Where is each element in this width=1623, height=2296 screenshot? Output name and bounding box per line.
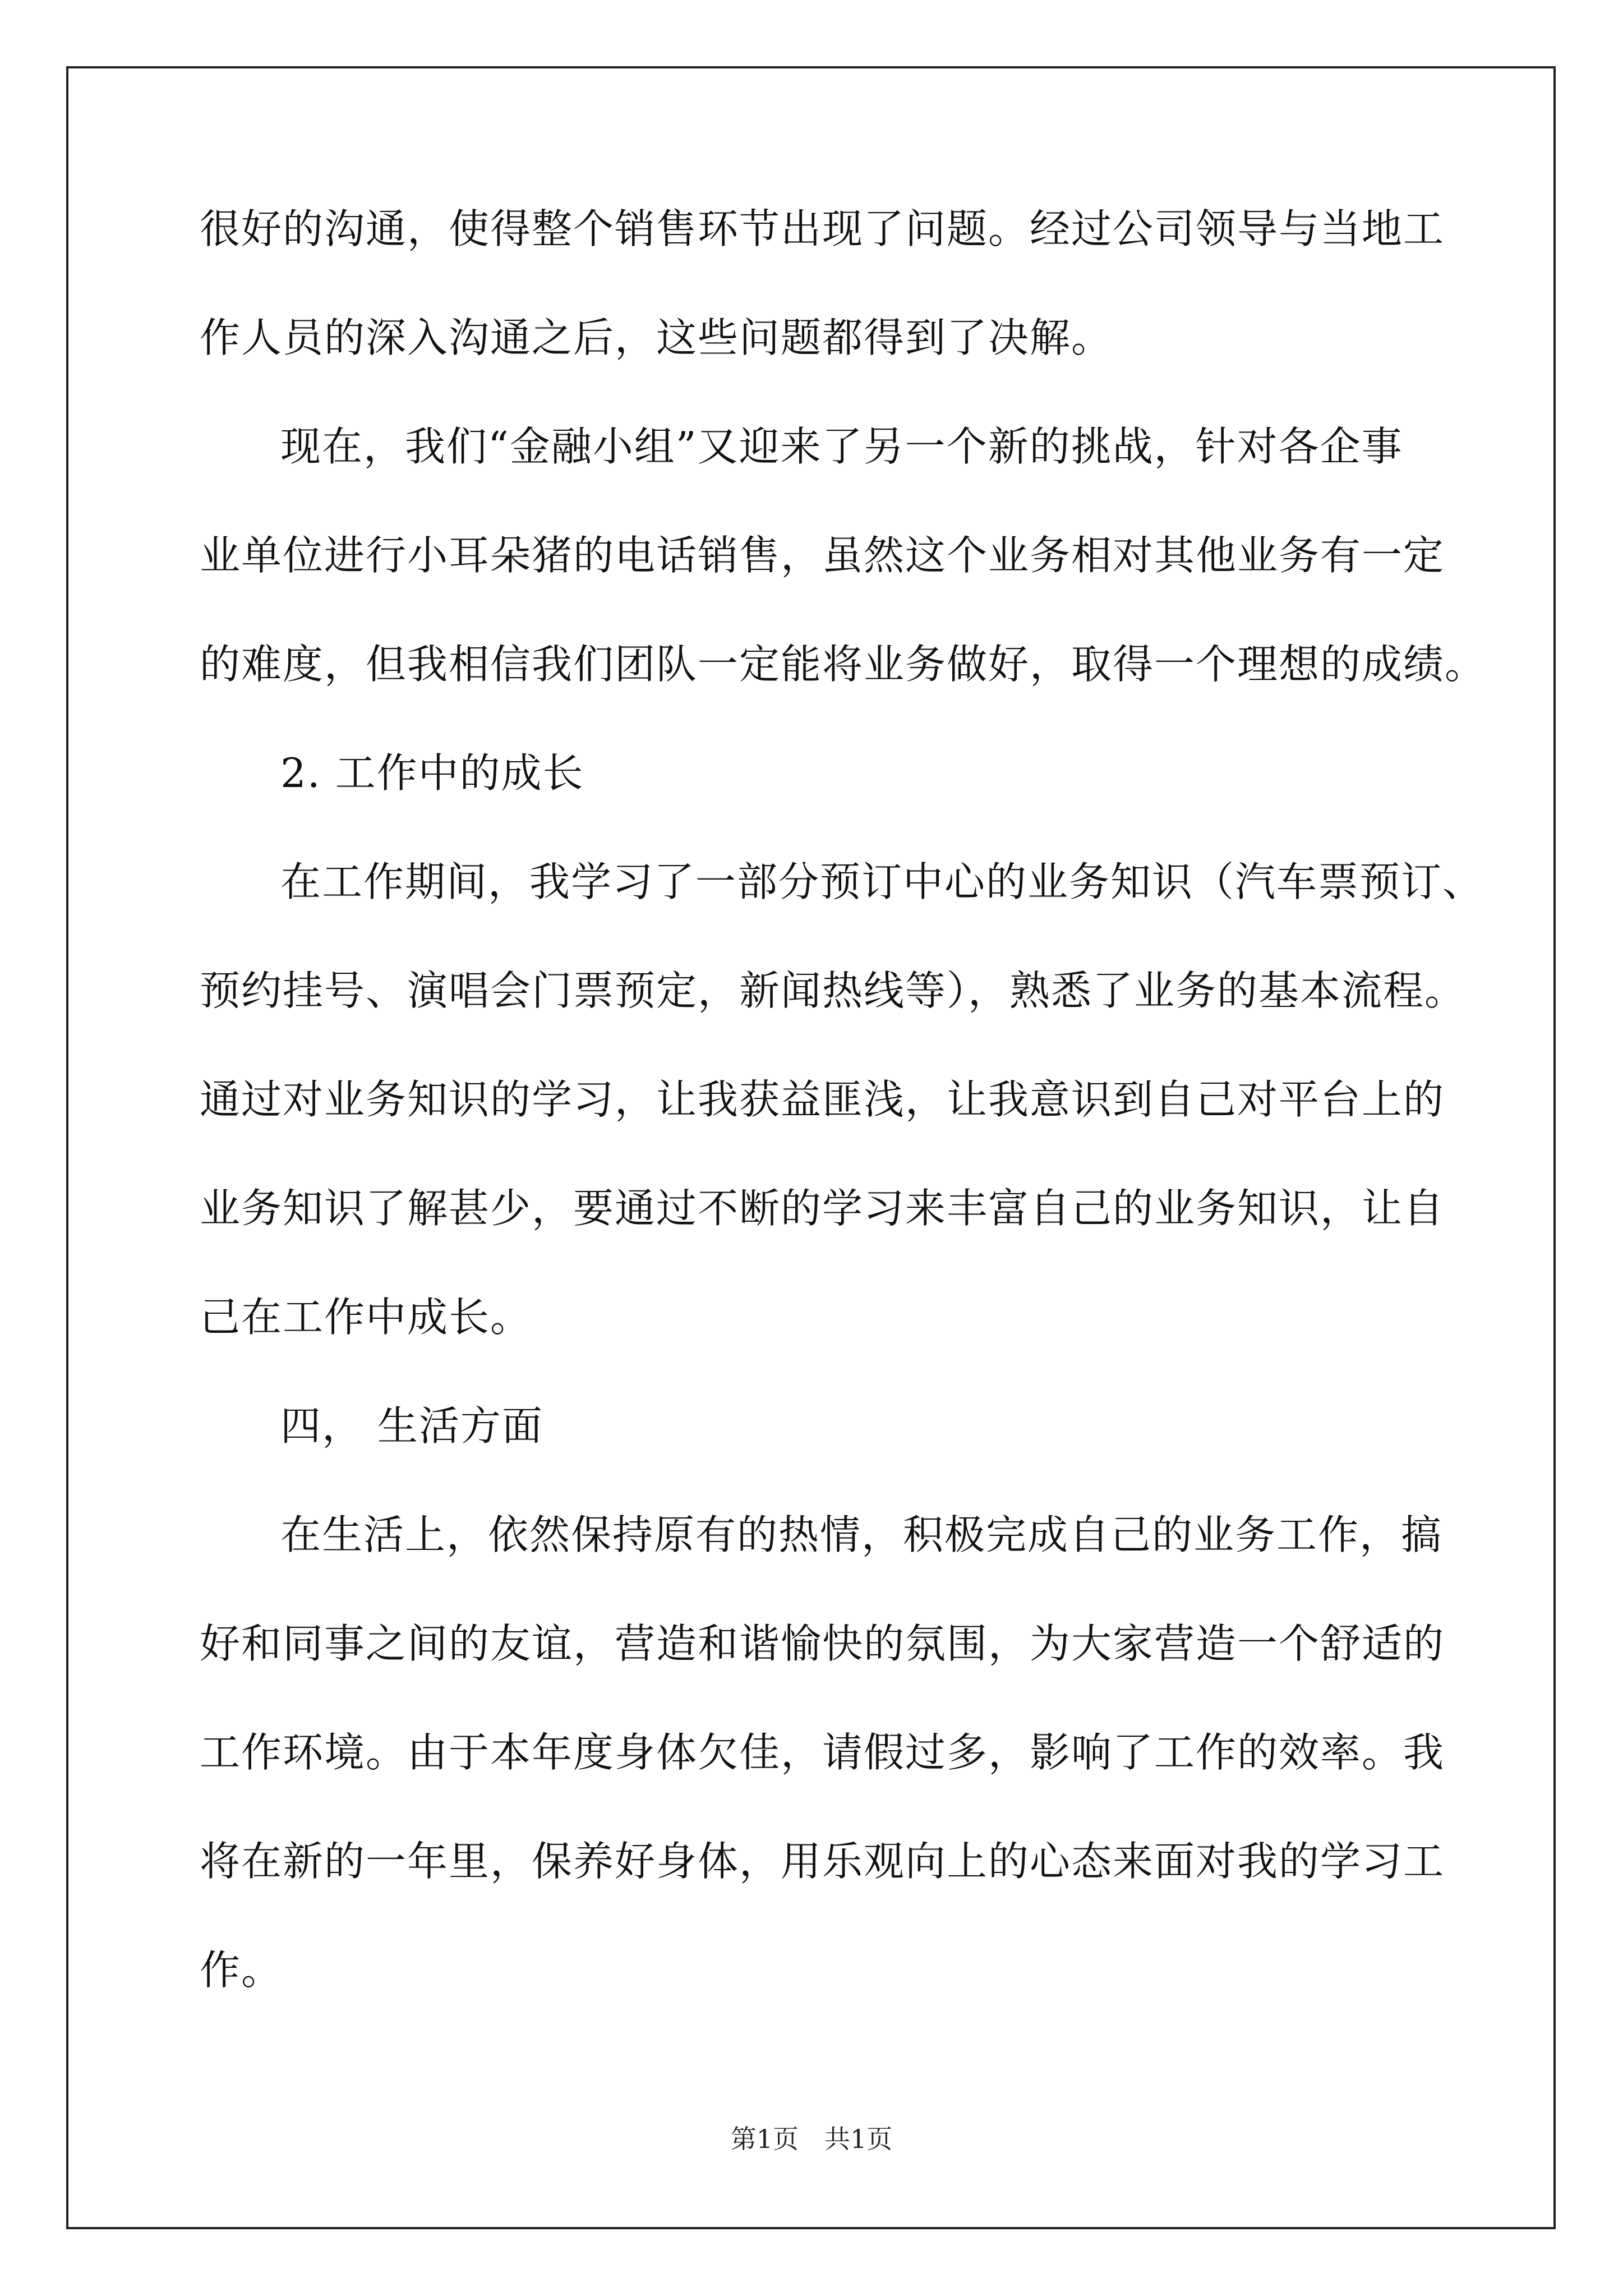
section-heading: 2. 工作中的成长 — [280, 749, 584, 797]
text-line: 业务知识了解甚少，要通过不断的学习来丰富自己的业务知识，让自 — [200, 1185, 1445, 1232]
document-body — [200, 205, 1487, 2059]
text-line: 作。 — [200, 1947, 283, 1994]
text-line: 工作环境。由于本年度身体欠佳，请假过多，影响了工作的效率。我 — [200, 1729, 1445, 1776]
text-line: 通过对业务知识的学习，让我获益匪浅，让我意识到自己对平台上的 — [200, 1076, 1445, 1123]
text-line: 现在，我们“金融小组”又迎来了另一个新的挑战，针对各企事 — [280, 423, 1403, 470]
text-line: 作人员的深入沟通之后，这些问题都得到了决解。 — [200, 314, 1113, 361]
text-line: 在生活上，依然保持原有的热情，积极完成自己的业务工作，搞 — [280, 1511, 1443, 1558]
text-line: 己在工作中成长。 — [200, 1294, 532, 1341]
section-heading: 四， 生活方面 — [280, 1402, 543, 1450]
text-line: 在工作期间，我学习了一部分预订中心的业务知识（汽车票预订、 — [280, 858, 1484, 905]
text-line: 的难度，但我相信我们团队一定能将业务做好，取得一个理想的成绩。 — [200, 641, 1487, 688]
text-line: 好和同事之间的友谊，营造和谐愉快的氛围，为大家营造一个舒适的 — [200, 1620, 1445, 1667]
text-line: 预约挂号、演唱会门票预定，新闻热线等），熟悉了业务的基本流程。 — [200, 967, 1467, 1014]
text-line: 很好的沟通，使得整个销售环节出现了问题。经过公司领导与当地工 — [200, 205, 1445, 252]
text-line: 业单位进行小耳朵猪的电话销售，虽然这个业务相对其他业务有一定 — [200, 532, 1445, 579]
page-number-footer: 第1页 共1页 — [730, 2124, 893, 2154]
text-line: 将在新的一年里，保养好身体，用乐观向上的心态来面对我的学习工 — [200, 1838, 1445, 1885]
